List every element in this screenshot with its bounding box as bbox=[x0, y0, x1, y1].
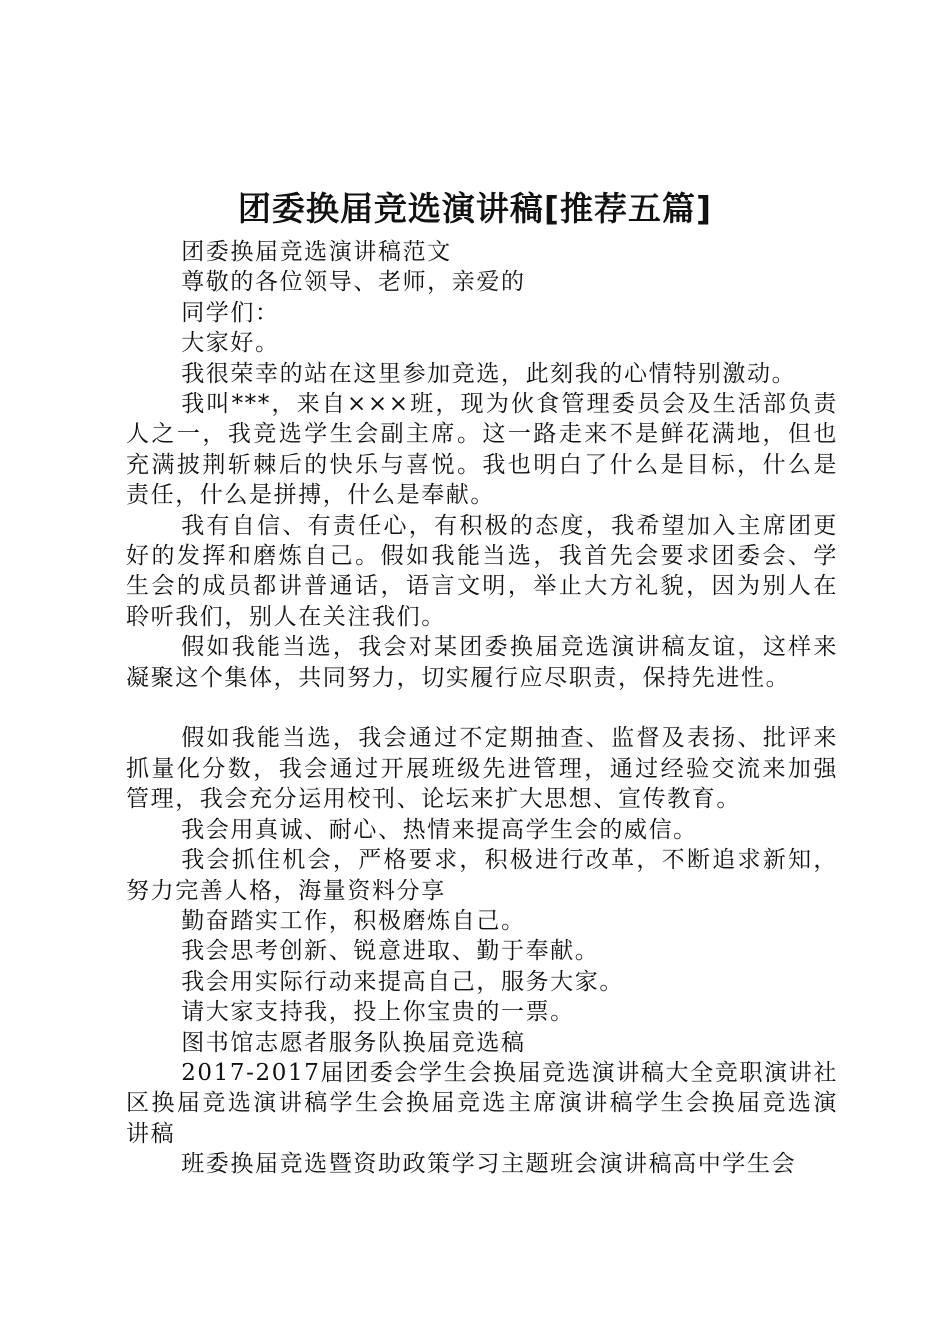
paragraph: 我会用真诚、耐心、热情来提高学生会的威信。 bbox=[181, 816, 698, 843]
document-body bbox=[126, 237, 838, 1180]
document-title: 团委换届竞选演讲稿[推荐五篇] bbox=[237, 189, 713, 228]
paragraph: 2017-2017届团委会学生会换届竞选演讲稿大全竞职演讲社区换届竞选演讲稿学生会换届竞选主席演讲稿学生会换届竞选演讲稿 bbox=[126, 1059, 838, 1147]
paragraph: 团委换届竞选演讲稿范文 bbox=[181, 239, 452, 265]
blank-line bbox=[126, 693, 838, 723]
paragraph: 我叫***，来自×××班，现为伙食管理委员会及生活部负责人之一，我竞选学生会副主席。这一路走来不是鲜花满地，但也充满披荆斩棘后的快乐与喜悦。我也明白了什么是目标，什么是责任，什么是拼搏，什么是奉献。 bbox=[126, 391, 838, 509]
paragraph: 图书馆志愿者服务队换届竞选稿 bbox=[181, 1029, 526, 1056]
paragraph: 我会抓住机会，严格要求，积极进行改革，不断追求新知，努力完善人格，海量资料分享 bbox=[126, 847, 838, 904]
paragraph: 大家好。 bbox=[181, 330, 280, 357]
paragraph: 我会用实际行动来提高自己，服务大家。 bbox=[181, 968, 624, 995]
paragraph: 同学们： bbox=[181, 299, 280, 326]
paragraph: 假如我能当选，我会通过不定期抽查、监督及表扬、批评来抓量化分数，我会通过开展班级先进管理，通过经验交流来加强管理，我会充分运用校刊、论坛来扩大思想、宣传教育。 bbox=[126, 725, 838, 813]
paragraph: 勤奋踏实工作，积极磨炼自己。 bbox=[181, 907, 526, 934]
paragraph: 我有自信、有责任心，有积极的态度，我希望加入主席团更好的发挥和磨炼自己。假如我能当选，我首先会要求团委会、学生会的成员都讲普通话，语言文明，举止大方礼貌，因为别人在聆听我们，别人在关注我们。 bbox=[126, 512, 838, 630]
paragraph: 我会思考创新、锐意进取、勤于奉献。 bbox=[181, 938, 600, 965]
paragraph: 我很荣幸的站在这里参加竞选，此刻我的心情特别激动。 bbox=[181, 360, 797, 387]
paragraph: 班委换届竞选暨资助政策学习主题班会演讲稿高中学生会 bbox=[181, 1151, 797, 1178]
paragraph: 假如我能当选，我会对某团委换届竞选演讲稿友谊，这样来凝聚这个集体，共同努力，切实履行应尽职责，保持先进性。 bbox=[126, 634, 838, 691]
paragraph: 尊敬的各位领导、老师，亲爱的 bbox=[181, 269, 526, 296]
paragraph: 请大家支持我，投上你宝贵的一票。 bbox=[181, 999, 575, 1026]
